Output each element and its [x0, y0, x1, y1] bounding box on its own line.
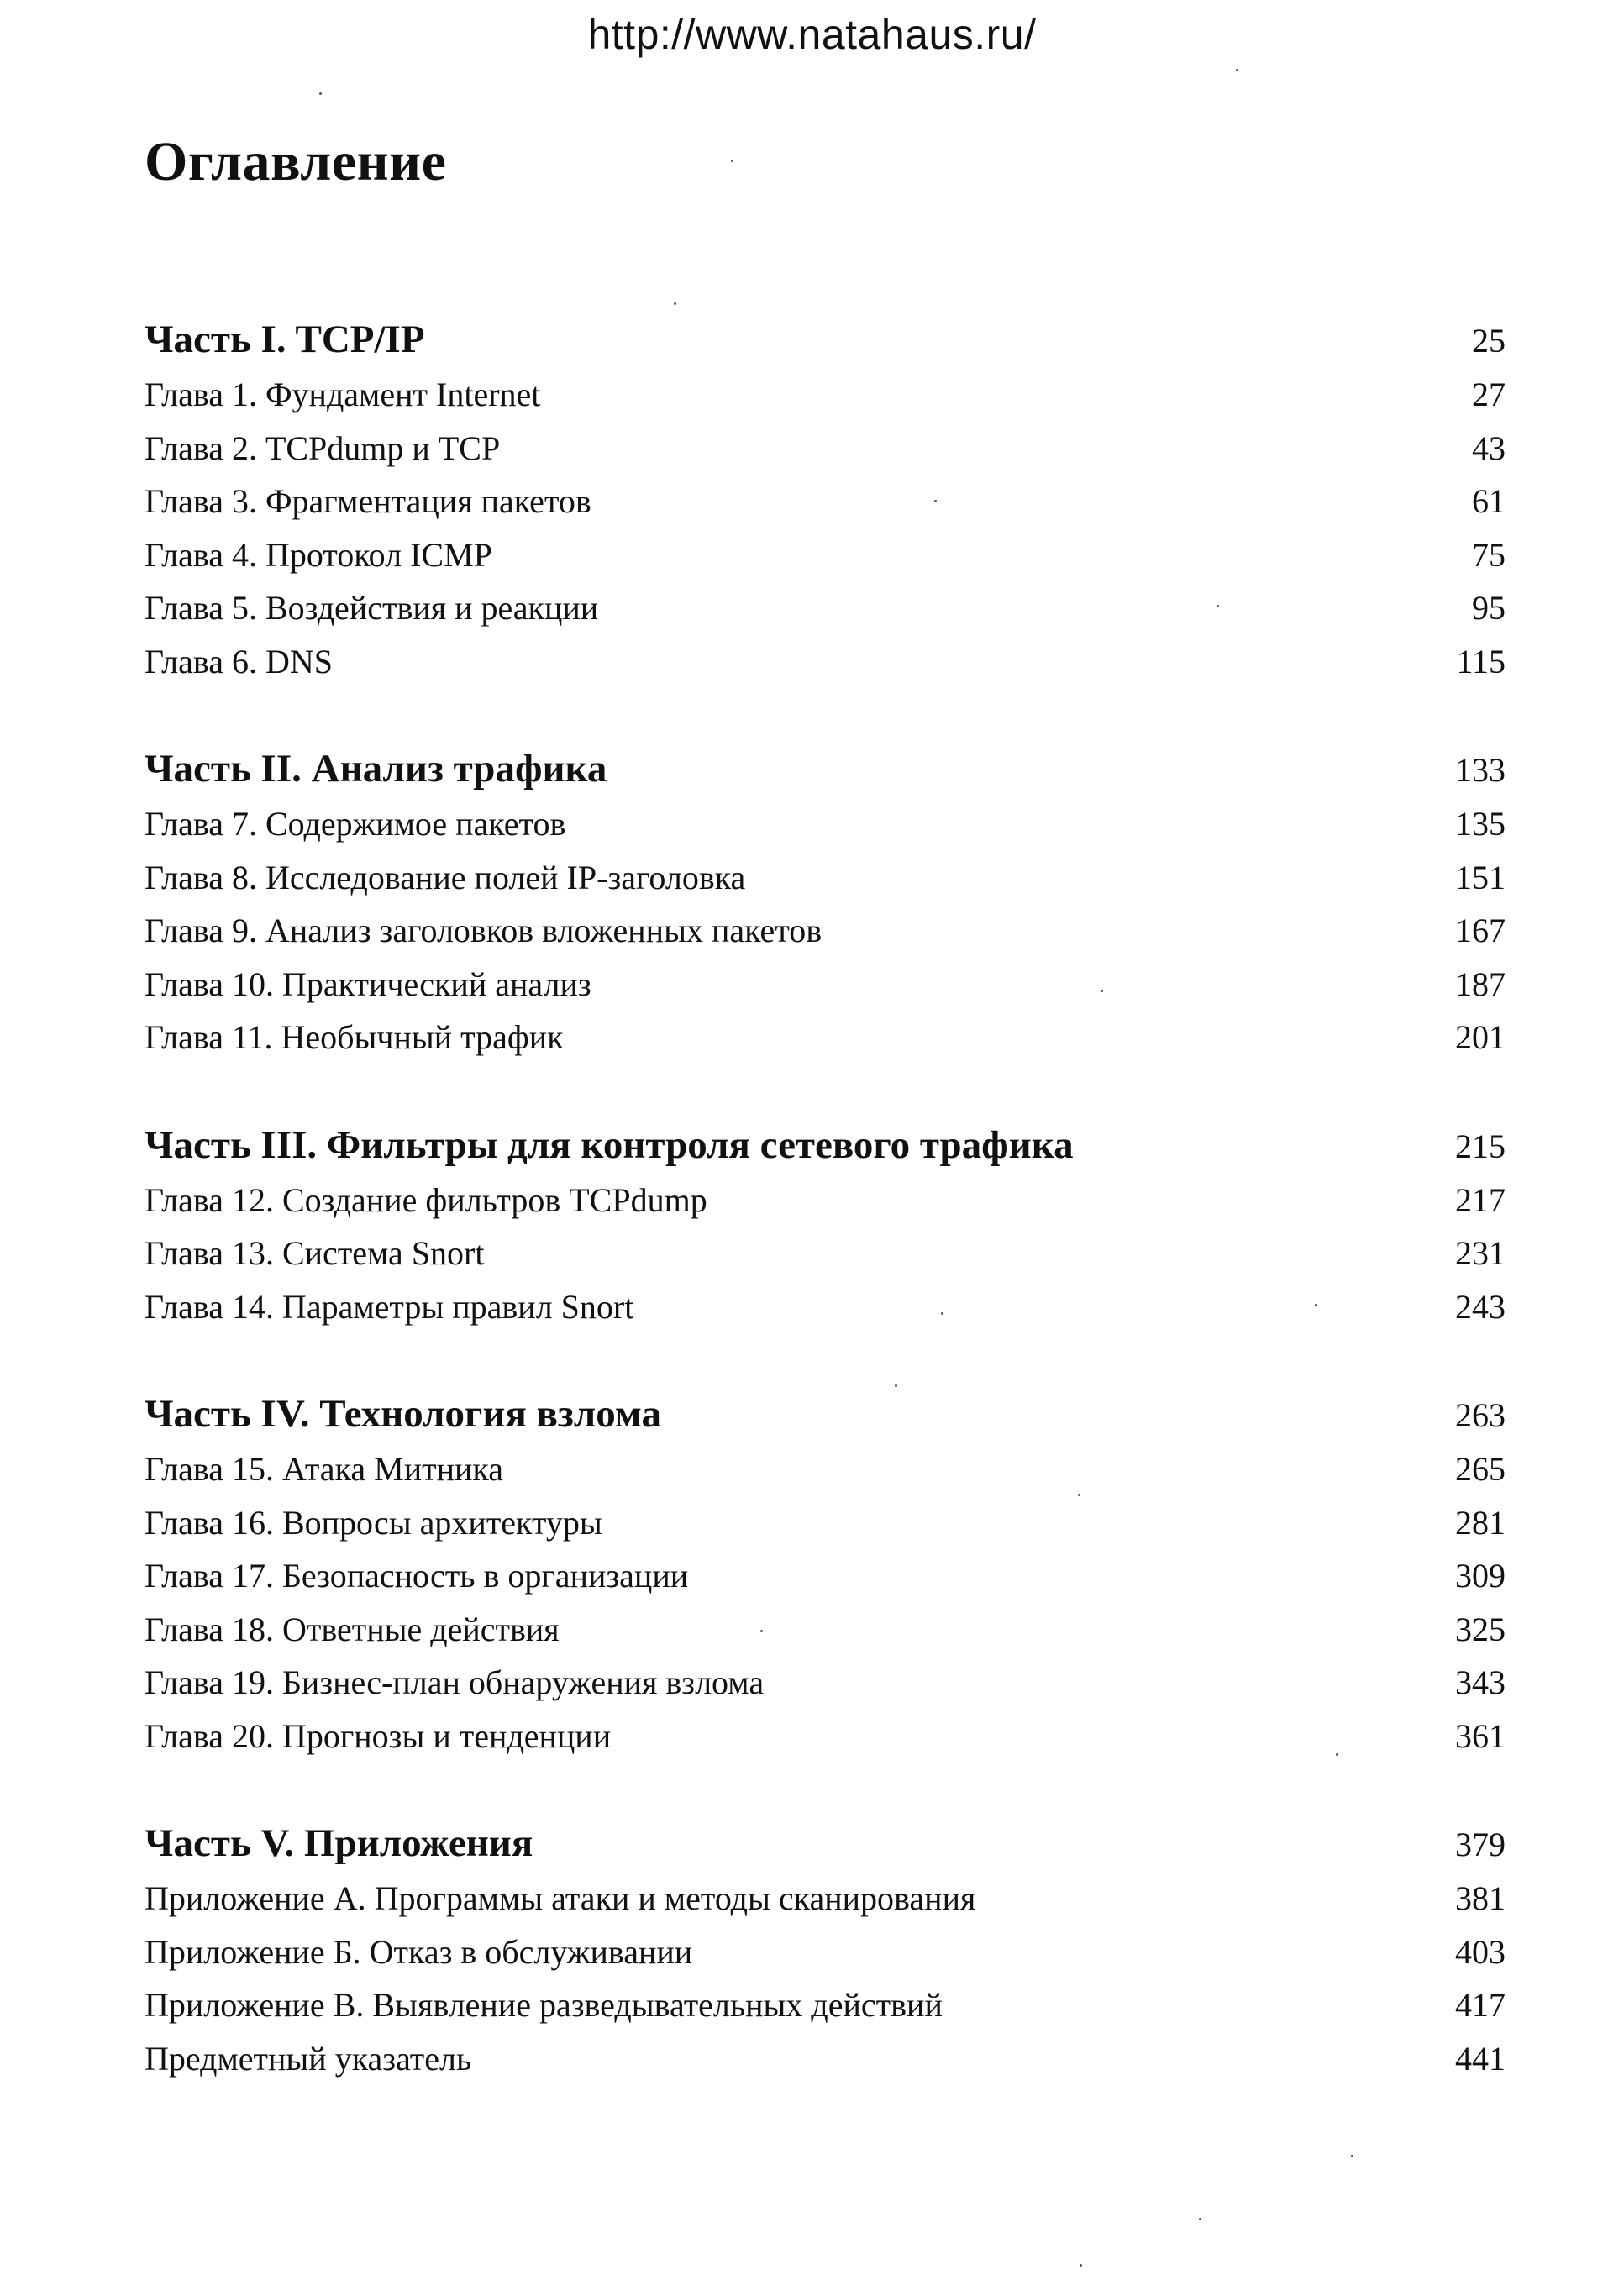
page-number: 265 [1455, 1450, 1506, 1488]
chapter-entry [145, 1227, 1506, 1280]
source-url: http://www.natahaus.ru/ [587, 11, 1037, 58]
page-number: 281 [1455, 1503, 1506, 1542]
page-number: 25 [1472, 322, 1506, 360]
part-title: Часть III. Фильтры для контроля сетевого трафика [145, 1122, 1074, 1167]
chapter-entry [145, 797, 1506, 851]
page-number: 27 [1472, 376, 1506, 413]
toc-part [145, 1385, 1506, 1763]
chapter-entry [145, 635, 1506, 689]
chapter-title: Глава 19. Бизнес-план обнаружения взлома [145, 1663, 765, 1701]
chapter-title: Глава 4. Протокол ICMP [145, 535, 492, 574]
page-number: 379 [1455, 1826, 1506, 1863]
chapter-title: Глава 15. Атака Митника [145, 1450, 503, 1488]
page-number: 243 [1455, 1287, 1506, 1326]
scan-speck [1336, 1753, 1338, 1756]
chapter-entry [145, 528, 1506, 582]
chapter-entry [145, 1496, 1506, 1550]
chapter-entry [145, 851, 1506, 905]
scan-speck [760, 1630, 763, 1632]
scan-speck [319, 92, 322, 95]
scan-speck [1315, 1304, 1317, 1306]
chapter-title: Глава 1. Фундамент Internet [145, 376, 541, 413]
chapter-title: Глава 12. Создание фильтров TCPdump [145, 1180, 707, 1219]
chapter-title: Глава 6. DNS [145, 642, 333, 680]
chapter-title: Глава 14. Параметры правил Snort [145, 1287, 634, 1326]
page-number: 381 [1455, 1879, 1506, 1917]
page-number: 215 [1455, 1127, 1506, 1165]
part-heading [145, 1385, 1506, 1442]
page-number: 75 [1472, 535, 1506, 574]
chapter-title: Приложение Б. Отказ в обслуживании [145, 1932, 693, 1971]
page-title: Оглавление [145, 131, 447, 192]
part-title: Часть V. Приложения [145, 1821, 533, 1865]
chapter-title: Глава 9. Анализ заголовков вложенных пакетов [145, 912, 823, 949]
chapter-entry [145, 1978, 1506, 2032]
chapter-entry [145, 958, 1506, 1011]
scan-speck [934, 500, 937, 502]
part-title: Часть II. Анализ трафика [145, 747, 607, 791]
page-number: 309 [1455, 1557, 1506, 1595]
page-number: 361 [1455, 1716, 1506, 1755]
page-number: 115 [1456, 642, 1506, 680]
part-heading [145, 1116, 1506, 1174]
page-number: 135 [1455, 805, 1506, 843]
page-number: 263 [1455, 1396, 1506, 1434]
chapter-entry [145, 1011, 1506, 1064]
page-number: 95 [1472, 589, 1506, 627]
chapter-title: Глава 20. Прогнозы и тенденции [145, 1716, 612, 1755]
chapter-entry [145, 1872, 1506, 1926]
scan-speck [1078, 1494, 1080, 1496]
scan-speck [1101, 990, 1103, 992]
scan-speck [1199, 2218, 1201, 2220]
chapter-title: Глава 16. Вопросы архитектуры [145, 1503, 602, 1542]
page-number: 167 [1455, 912, 1506, 949]
page-number: 201 [1455, 1018, 1506, 1056]
chapter-title: Глава 2. TCPdump и TCP [145, 428, 501, 467]
chapter-title: Глава 8. Исследование полей IP-заголовка [145, 858, 746, 896]
toc-part [145, 1815, 1506, 2085]
chapter-title: Приложение А. Программы атаки и методы сканирования [145, 1879, 976, 1917]
chapter-title: Глава 13. Система Snort [145, 1234, 485, 1272]
page-number: 403 [1455, 1932, 1506, 1971]
chapter-entry [145, 475, 1506, 528]
scan-speck [1351, 2155, 1353, 2157]
chapter-entry [145, 1926, 1506, 1979]
page-number: 133 [1455, 751, 1506, 789]
chapter-entry [145, 1710, 1506, 1763]
page-number: 61 [1472, 482, 1506, 520]
chapter-title: Глава 3. Фрагментация пакетов [145, 482, 591, 520]
toc-part [145, 311, 1506, 688]
part-heading [145, 311, 1506, 368]
chapter-entry [145, 1603, 1506, 1657]
page-number: 325 [1455, 1610, 1506, 1648]
chapter-title: Приложение В. Выявление разведывательных действий [145, 1986, 943, 2024]
part-heading [145, 1815, 1506, 1872]
scan-speck [1217, 605, 1219, 607]
chapter-title: Глава 7. Содержимое пакетов [145, 805, 566, 843]
page-number: 187 [1455, 964, 1506, 1003]
scan-speck [895, 1384, 897, 1387]
chapter-title: Глава 10. Практический анализ [145, 964, 591, 1003]
chapter-title: Глава 5. Воздействия и реакции [145, 589, 599, 627]
chapter-entry [145, 1442, 1506, 1496]
chapter-entry [145, 1656, 1506, 1710]
scan-speck [731, 160, 733, 162]
chapter-entry [145, 1174, 1506, 1227]
chapter-entry [145, 368, 1506, 422]
chapter-entry [145, 1549, 1506, 1603]
page-number: 417 [1455, 1986, 1506, 2024]
chapter-entry [145, 904, 1506, 958]
part-title: Часть IV. Технология взлома [145, 1392, 662, 1436]
chapter-entry [145, 2032, 1506, 2086]
chapter-entry [145, 422, 1506, 475]
chapter-title: Глава 17. Безопасность в организации [145, 1557, 689, 1595]
scan-speck [674, 302, 676, 305]
part-title: Часть I. TCP/IP [145, 318, 425, 361]
scan-speck [941, 1312, 943, 1315]
page-number: 343 [1455, 1663, 1506, 1701]
page-number: 43 [1472, 428, 1506, 467]
chapter-title: Глава 18. Ответные действия [145, 1610, 560, 1648]
scan-speck [1236, 69, 1238, 71]
part-heading [145, 740, 1506, 797]
toc-part [145, 1116, 1506, 1334]
chapter-entry [145, 1280, 1506, 1334]
page-number: 217 [1455, 1180, 1506, 1219]
chapter-title: Глава 11. Необычный трафик [145, 1018, 564, 1056]
chapter-title: Предметный указатель [145, 2039, 472, 2078]
page-number: 231 [1455, 1234, 1506, 1272]
page-number: 441 [1455, 2039, 1506, 2078]
chapter-entry [145, 581, 1506, 635]
page-number: 151 [1455, 858, 1506, 896]
scan-speck [1080, 2264, 1082, 2267]
table-of-contents [145, 311, 1506, 2137]
toc-part [145, 740, 1506, 1064]
